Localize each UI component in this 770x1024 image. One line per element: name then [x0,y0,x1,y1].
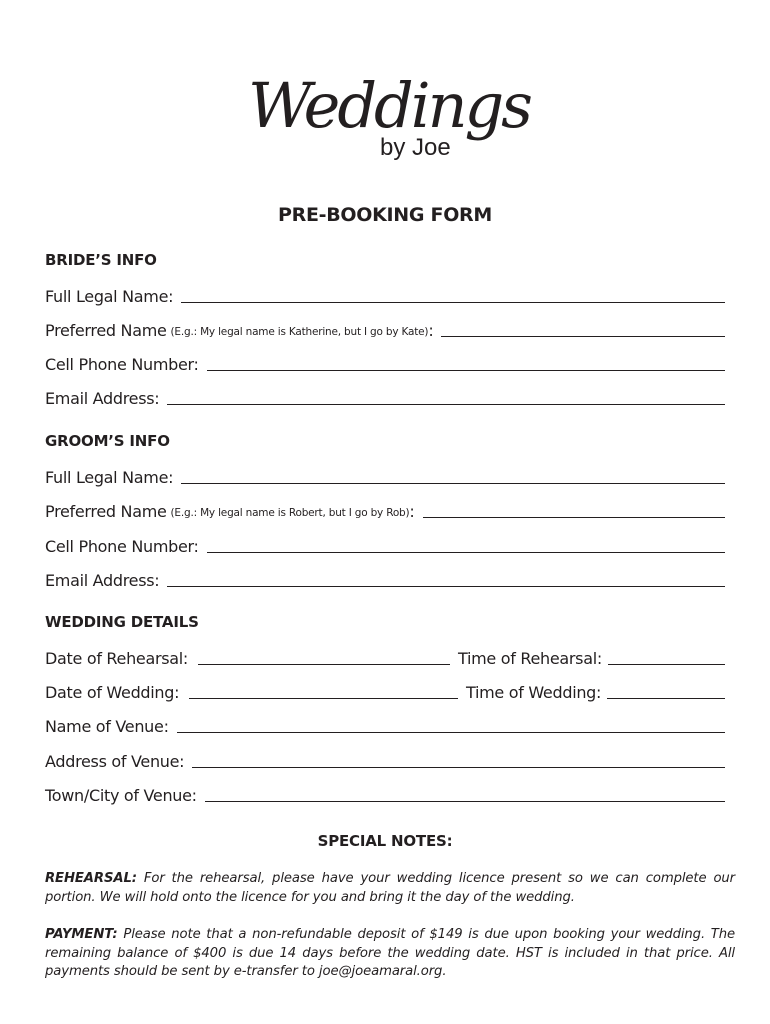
bride-cell-phone-row [45,350,725,374]
groom-preferred-name-colon: : [409,502,415,521]
date-of-wedding-group [45,683,458,702]
address-of-venue-field[interactable] [192,767,725,768]
bride-email-label: Email Address: [45,389,160,408]
groom-email-label: Email Address: [45,571,160,590]
time-of-wedding-label: Time of Wedding: [466,683,602,702]
bride-preferred-name-note: (E.g.: My legal name is Katherine, but I go by Kate) [170,326,429,338]
bride-full-legal-name-label: Full Legal Name: [45,287,174,306]
rehearsal-row [45,644,725,668]
weddings-by-joe-logo [230,55,540,175]
groom-preferred-name-field[interactable] [423,517,726,518]
groom-preferred-name-row [45,497,725,521]
groom-cell-phone-row [45,532,725,556]
time-of-rehearsal-label: Time of Rehearsal: [458,649,602,668]
groom-cell-phone-label: Cell Phone Number: [45,537,199,556]
logo-script-text: Weddings [248,69,531,142]
payment-note-text: Please note that a non-refundable deposit of $149 is due upon booking your wedding. The remaining balance of $400 is due 14 days before the wedding date. HST is included in that price. All payments should be sent by e-transfer to joe@joeamaral.org. [45,927,735,979]
bride-preferred-name-row [45,316,725,340]
groom-full-legal-name-field[interactable] [181,483,725,484]
payment-note-label: PAYMENT: [45,927,118,942]
bride-full-legal-name-field[interactable] [181,302,725,303]
payment-note [45,926,735,982]
wedding-date-row [45,678,725,702]
bride-full-legal-name-row [45,282,725,306]
logo-graphic [230,55,540,175]
date-of-rehearsal-label: Date of Rehearsal: [45,649,189,668]
special-notes-heading: SPECIAL NOTES: [317,832,453,850]
bride-cell-phone-label: Cell Phone Number: [45,355,199,374]
town-city-of-venue-row [45,781,725,805]
time-of-wedding-field[interactable] [607,698,725,699]
name-of-venue-field[interactable] [177,732,725,733]
groom-preferred-name-note: (E.g.: My legal name is Robert, but I go by Rob) [170,507,410,519]
grooms-info-heading: GROOM’S INFO [45,432,170,450]
date-of-wedding-label: Date of Wedding: [45,683,180,702]
groom-email-row [45,566,725,590]
name-of-venue-row [45,712,725,736]
groom-email-field[interactable] [167,586,725,587]
address-of-venue-label: Address of Venue: [45,752,185,771]
time-of-rehearsal-field[interactable] [608,664,725,665]
bride-email-row [45,384,725,408]
form-title: PRE-BOOKING FORM [278,204,492,226]
brides-info-heading: BRIDE’S INFO [45,251,157,269]
logo-sub-text: by Joe [380,134,451,161]
bride-preferred-name-label: Preferred Name [45,321,167,340]
name-of-venue-label: Name of Venue: [45,717,169,736]
address-of-venue-row [45,747,725,771]
bride-cell-phone-field[interactable] [207,370,725,371]
time-of-wedding-group [466,683,725,702]
rehearsal-note-label: REHEARSAL: [45,871,137,886]
rehearsal-note [45,870,735,907]
date-of-rehearsal-group [45,649,450,668]
bride-email-field[interactable] [167,404,725,405]
rehearsal-note-text: For the rehearsal, please have your wedding licence present so we can complete our portion. We will hold onto the licence for you and bring it the day of the wedding. [45,871,735,905]
wedding-details-heading: WEDDING DETAILS [45,613,199,631]
groom-preferred-name-label: Preferred Name [45,502,167,521]
date-of-wedding-field[interactable] [189,698,458,699]
groom-full-legal-name-row [45,463,725,487]
groom-full-legal-name-label: Full Legal Name: [45,468,174,487]
time-of-rehearsal-group [458,649,725,668]
date-of-rehearsal-field[interactable] [198,664,450,665]
bride-preferred-name-colon: : [428,321,434,340]
town-city-of-venue-label: Town/City of Venue: [45,786,197,805]
groom-cell-phone-field[interactable] [207,552,725,553]
town-city-of-venue-field[interactable] [205,801,725,802]
bride-preferred-name-field[interactable] [441,336,725,337]
